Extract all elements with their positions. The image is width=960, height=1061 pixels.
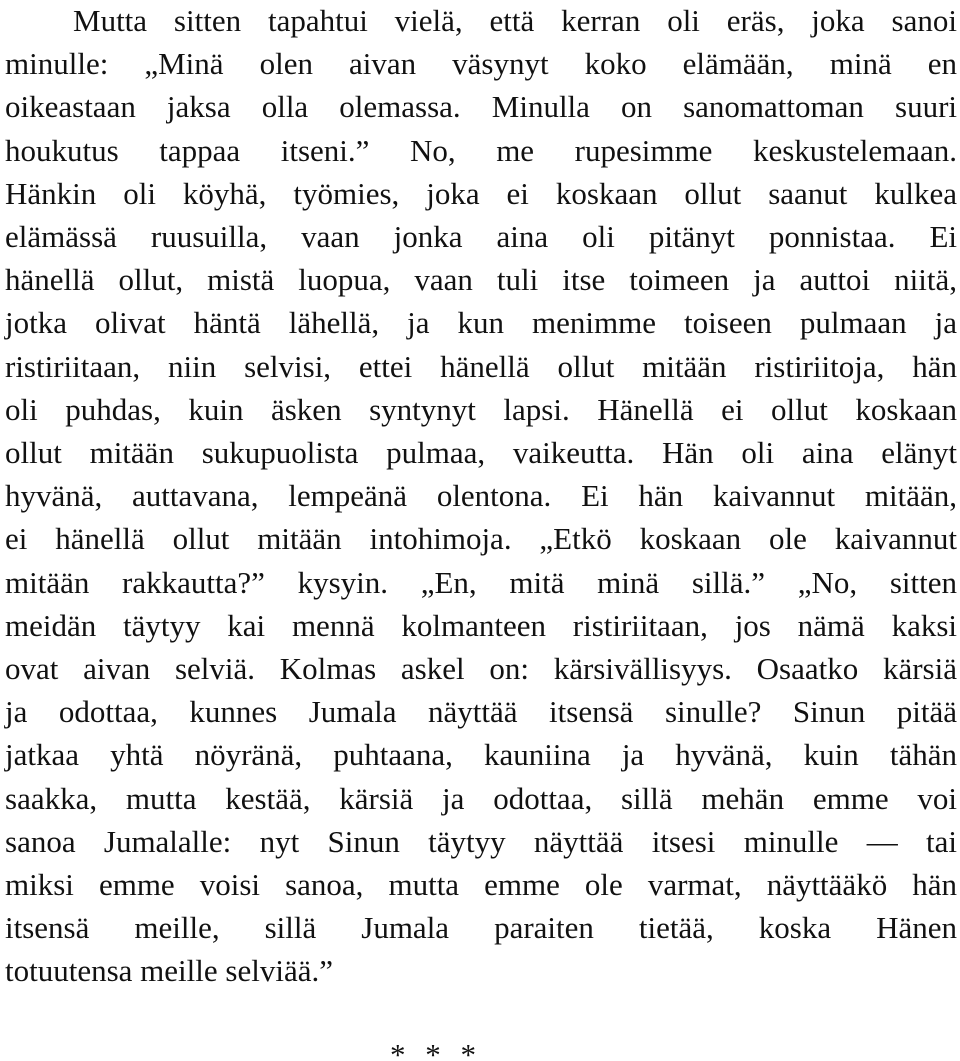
text-line: itsensä meille, sillä Jumala paraiten tietää, koska Hänen	[5, 910, 957, 946]
text-line: meidän täytyy kai mennä kolmanteen ristiriitaan, jos nämä kaksi	[5, 607, 957, 643]
text-line: ristiriitaan, niin selvisi, ettei hänellä ollut mitään ristiriitoja, hän	[5, 348, 957, 384]
text-line: oikeastaan jaksa olla olemassa. Minulla on sanomattoman suuri	[5, 89, 957, 125]
body-paragraph	[5, 0, 957, 993]
text-line: saakka, mutta kestää, kärsiä ja odottaa, sillä mehän emme voi	[5, 780, 957, 816]
text-line: mitään rakkautta?” kysyin. „En, mitä minä sillä.” „No, sitten	[5, 564, 957, 600]
text-line: ja odottaa, kunnes Jumala näyttää itsensä sinulle? Sinun pitää	[5, 694, 957, 730]
text-line: hyvänä, auttavana, lempeänä olentona. Ei hän kaivannut mitään,	[5, 478, 957, 514]
text-line: jatkaa yhtä nöyränä, puhtaana, kauniina ja hyvänä, kuin tähän	[5, 737, 957, 773]
text-line: ovat aivan selviä. Kolmas askel on: kärsivällisyys. Osaatko kärsiä	[5, 651, 957, 687]
text-line: minulle: „Minä olen aivan väsynyt koko elämään, minä en	[5, 46, 957, 82]
text-line: jotka olivat häntä lähellä, ja kun menimme toiseen pulmaan ja	[5, 305, 957, 341]
text-line: oli puhdas, kuin äsken syntynyt lapsi. Hänellä ei ollut koskaan	[5, 391, 957, 427]
text-line: ei hänellä ollut mitään intohimoja. „Etkö koskaan ole kaivannut	[5, 521, 957, 557]
text-line: hänellä ollut, mistä luopua, vaan tuli itse toimeen ja auttoi niitä,	[5, 262, 957, 298]
text-line: Hänkin oli köyhä, työmies, joka ei koskaan ollut saanut kulkea	[5, 175, 957, 211]
section-separator: * * *	[390, 1037, 482, 1061]
text-line: sanoa Jumalalle: nyt Sinun täytyy näyttää itsesi minulle — tai	[5, 823, 957, 859]
text-line: houkutus tappaa itseni.” No, me rupesimme keskustelemaan.	[5, 132, 957, 168]
text-line: ollut mitään sukupuolista pulmaa, vaikeutta. Hän oli aina elänyt	[5, 435, 957, 471]
text-line: totuutensa meille selviää.”	[5, 953, 333, 989]
text-line: elämässä ruusuilla, vaan jonka aina oli pitänyt ponnistaa. Ei	[5, 219, 957, 255]
text-line: Mutta sitten tapahtui vielä, että kerran oli eräs, joka sanoi	[73, 3, 957, 38]
text-line: miksi emme voisi sanoa, mutta emme ole varmat, näyttääkö hän	[5, 867, 957, 903]
